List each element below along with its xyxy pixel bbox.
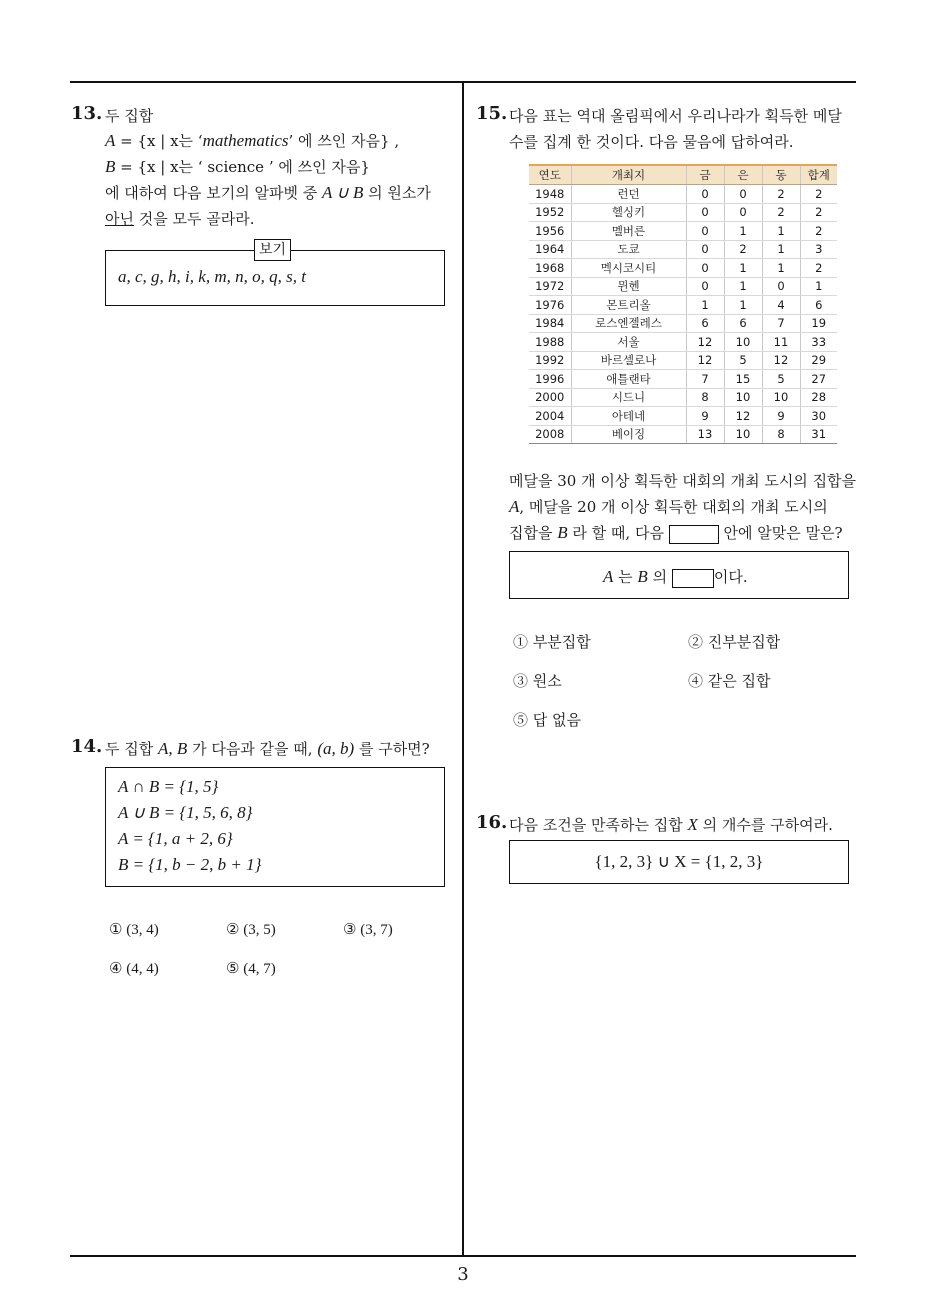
page-number: 3: [457, 1264, 469, 1285]
cell-silver: 1: [724, 277, 762, 296]
question-14-conditions-box: [105, 767, 445, 887]
cell-host-city: 애틀랜타: [571, 370, 686, 389]
table-row: [529, 425, 837, 444]
cell-host-city: 바르셀로나: [571, 351, 686, 370]
cell-year: 1972: [529, 277, 571, 296]
cell-total: 3: [800, 240, 837, 259]
question-14-option-4[interactable]: ④ (4, 4): [109, 961, 159, 977]
medal-table-header: [529, 165, 837, 185]
cell-host-city: 서울: [571, 333, 686, 352]
cell-year: 2000: [529, 388, 571, 407]
cell-gold: 12: [686, 351, 724, 370]
answer-blank-inline: [669, 525, 719, 544]
cell-year: 1956: [529, 222, 571, 241]
cell-year: 1996: [529, 370, 571, 389]
question-15-option-5[interactable]: ⑤ 답 없음: [513, 711, 582, 729]
header-silver: 은: [724, 165, 762, 185]
cell-year: 1948: [529, 185, 571, 204]
cell-total: 29: [800, 351, 837, 370]
cell-bronze: 1: [762, 259, 800, 278]
cell-bronze: 4: [762, 296, 800, 315]
header-host-city: 개최지: [571, 165, 686, 185]
cell-silver: 12: [724, 407, 762, 426]
cell-total: 2: [800, 185, 837, 204]
cell-bronze: 12: [762, 351, 800, 370]
header-bronze: 동: [762, 165, 800, 185]
cell-year: 1992: [529, 351, 571, 370]
cell-host-city: 시드니: [571, 388, 686, 407]
question-15-line2: 수를 집계 한 것이다. 다음 물음에 답하여라.: [509, 133, 794, 151]
question-14-option-1[interactable]: ① (3, 4): [109, 922, 159, 938]
question-13-line3: 에 대하여 다음 보기의 알파벳 중 A ∪ B 의 원소가: [105, 183, 431, 202]
cell-gold: 6: [686, 314, 724, 333]
cell-bronze: 1: [762, 240, 800, 259]
cell-host-city: 멜버른: [571, 222, 686, 241]
cell-host-city: 헬싱키: [571, 203, 686, 222]
cell-silver: 10: [724, 388, 762, 407]
cell-host-city: 로스엔젤레스: [571, 314, 686, 333]
table-row: [529, 314, 837, 333]
cell-bronze: 2: [762, 185, 800, 204]
cell-gold: 13: [686, 425, 724, 444]
table-row: [529, 296, 837, 315]
cell-bronze: 7: [762, 314, 800, 333]
cell-gold: 1: [686, 296, 724, 315]
question-15-para2: A, 메달을 20 개 이상 획득한 대회의 개최 도시의: [509, 497, 828, 516]
cell-total: 33: [800, 333, 837, 352]
question-15-line1: 다음 표는 역대 올림픽에서 우리나라가 획득한 메달: [509, 107, 842, 125]
cell-gold: 7: [686, 370, 724, 389]
cell-gold: 0: [686, 203, 724, 222]
table-row: [529, 185, 837, 204]
cell-bronze: 0: [762, 277, 800, 296]
condition-set-b: B = {1, b − 2, b + 1}: [118, 855, 262, 874]
cell-year: 2004: [529, 407, 571, 426]
condition-union: A ∪ B = {1, 5, 6, 8}: [118, 803, 253, 822]
table-row: [529, 370, 837, 389]
cell-total: 19: [800, 314, 837, 333]
table-row: [529, 351, 837, 370]
cell-bronze: 10: [762, 388, 800, 407]
cell-total: 27: [800, 370, 837, 389]
table-row: [529, 277, 837, 296]
cell-year: 1976: [529, 296, 571, 315]
answer-blank-box: [672, 569, 714, 588]
cell-bronze: 1: [762, 222, 800, 241]
question-13-example-letters: a, c, g, h, i, k, m, n, o, q, s, t: [118, 267, 306, 286]
question-13-intro: 두 집합: [105, 107, 154, 125]
cell-total: 6: [800, 296, 837, 315]
cell-gold: 0: [686, 259, 724, 278]
cell-year: 2008: [529, 425, 571, 444]
table-row: [529, 259, 837, 278]
cell-silver: 1: [724, 259, 762, 278]
question-14-option-5[interactable]: ⑤ (4, 7): [226, 961, 276, 977]
cell-gold: 0: [686, 185, 724, 204]
cell-host-city: 뮌헨: [571, 277, 686, 296]
question-16-number: 16.: [476, 812, 508, 833]
table-row: [529, 222, 837, 241]
table-row: [529, 203, 837, 222]
header-total: 합계: [800, 165, 837, 185]
cell-host-city: 멕시코시티: [571, 259, 686, 278]
question-15-para3: 집합을 B 라 할 때, 다음 안에 알맞은 말은?: [509, 523, 843, 542]
cell-total: 1: [800, 277, 837, 296]
cell-silver: 6: [724, 314, 762, 333]
column-divider: [462, 82, 464, 1256]
question-15-number: 15.: [476, 103, 508, 124]
cell-silver: 5: [724, 351, 762, 370]
cell-year: 1968: [529, 259, 571, 278]
cell-year: 1964: [529, 240, 571, 259]
bottom-rule: [70, 1255, 856, 1257]
cell-silver: 15: [724, 370, 762, 389]
cell-host-city: 아테네: [571, 407, 686, 426]
condition-intersection: A ∩ B = {1, 5}: [118, 777, 219, 796]
cell-silver: 2: [724, 240, 762, 259]
question-15-statement: A 는 B 의 이다.: [603, 567, 748, 586]
question-13-example-label: 보기: [254, 239, 291, 261]
cell-gold: 0: [686, 277, 724, 296]
cell-total: 2: [800, 222, 837, 241]
question-13-line4: 아닌 것을 모두 골라라.: [105, 210, 255, 228]
cell-silver: 0: [724, 185, 762, 204]
cell-gold: 12: [686, 333, 724, 352]
cell-total: 2: [800, 203, 837, 222]
cell-host-city: 런던: [571, 185, 686, 204]
cell-silver: 10: [724, 333, 762, 352]
question-16-stem: 다음 조건을 만족하는 집합 X 의 개수를 구하여라.: [509, 815, 833, 834]
table-row: [529, 407, 837, 426]
question-14-option-3[interactable]: ③ (3, 7): [343, 922, 393, 938]
cell-gold: 0: [686, 240, 724, 259]
cell-host-city: 도쿄: [571, 240, 686, 259]
cell-host-city: 베이징: [571, 425, 686, 444]
table-row: [529, 333, 837, 352]
cell-gold: 8: [686, 388, 724, 407]
cell-total: 28: [800, 388, 837, 407]
question-16-condition: {1, 2, 3} ∪ X = {1, 2, 3}: [594, 852, 764, 871]
cell-silver: 1: [724, 296, 762, 315]
cell-silver: 0: [724, 203, 762, 222]
question-15-para1: 메달을 30 개 이상 획득한 대회의 개최 도시의 집합을: [509, 472, 857, 490]
cell-gold: 9: [686, 407, 724, 426]
question-15-option-2[interactable]: ② 진부분집합: [688, 633, 781, 651]
condition-set-a: A = {1, a + 2, 6}: [118, 829, 233, 848]
cell-bronze: 9: [762, 407, 800, 426]
medal-table: [529, 164, 837, 444]
cell-bronze: 2: [762, 203, 800, 222]
header-gold: 금: [686, 165, 724, 185]
question-16-condition-box: [509, 840, 849, 884]
cell-silver: 10: [724, 425, 762, 444]
cell-year: 1952: [529, 203, 571, 222]
cell-total: 2: [800, 259, 837, 278]
cell-silver: 1: [724, 222, 762, 241]
question-15-option-1[interactable]: ① 부분집합: [513, 633, 591, 651]
question-13-set-a: A = {x | x는 ‘mathematics’ 에 쓰인 자음} ,: [105, 131, 400, 150]
cell-total: 31: [800, 425, 837, 444]
question-14-number: 14.: [71, 736, 103, 757]
question-13-number: 13.: [71, 103, 103, 124]
table-row: [529, 388, 837, 407]
cell-total: 30: [800, 407, 837, 426]
cell-year: 1988: [529, 333, 571, 352]
cell-bronze: 5: [762, 370, 800, 389]
cell-bronze: 11: [762, 333, 800, 352]
table-row: [529, 240, 837, 259]
question-13-set-b: B = {x | x는 ‘ science ’ 에 쓰인 자음}: [105, 157, 370, 176]
question-15-option-4[interactable]: ④ 같은 집합: [688, 672, 771, 690]
cell-bronze: 8: [762, 425, 800, 444]
question-14-stem: 두 집합 A, B 가 다음과 같을 때, (a, b) 를 구하면?: [105, 739, 430, 758]
question-14-option-2[interactable]: ② (3, 5): [226, 922, 276, 938]
header-year: 연도: [529, 165, 571, 185]
question-15-option-3[interactable]: ③ 원소: [513, 672, 562, 690]
cell-year: 1984: [529, 314, 571, 333]
question-15-statement-box: [509, 551, 849, 599]
cell-host-city: 몬트리올: [571, 296, 686, 315]
cell-gold: 0: [686, 222, 724, 241]
